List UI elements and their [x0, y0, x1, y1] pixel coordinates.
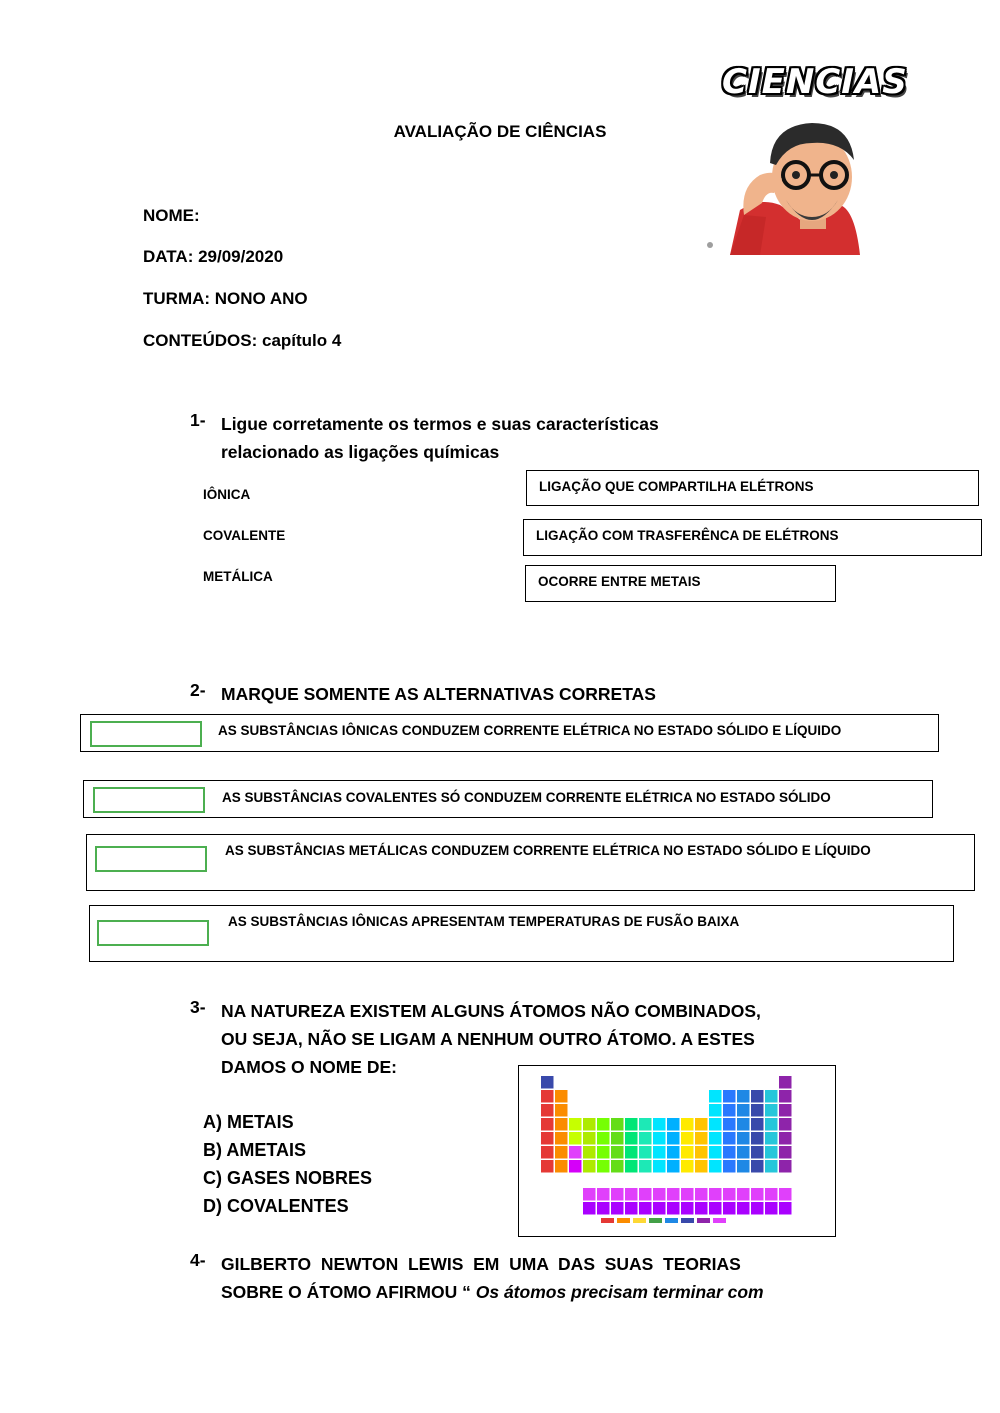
element-cell — [709, 1132, 722, 1145]
element-cell — [541, 1160, 554, 1173]
element-cell — [611, 1132, 624, 1145]
legend-swatch — [617, 1218, 630, 1223]
element-cell — [765, 1118, 778, 1131]
page-title: AVALIAÇÃO DE CIÊNCIAS — [393, 122, 607, 141]
definition-text: OCORRE ENTRE METAIS — [538, 574, 701, 589]
element-cell — [723, 1118, 736, 1131]
element-cell — [695, 1160, 708, 1173]
definition-box-2[interactable] — [523, 519, 982, 556]
element-cell — [779, 1132, 792, 1145]
question-3-line2: OU SEJA, NÃO SE LIGAM A NENHUM OUTRO ÁTOMO. A ESTES — [221, 1029, 755, 1049]
element-cell — [541, 1132, 554, 1145]
element-cell — [765, 1160, 778, 1173]
element-cell — [681, 1160, 694, 1173]
element-cell — [737, 1090, 750, 1103]
element-cell — [639, 1132, 652, 1145]
element-cell — [709, 1090, 722, 1103]
element-cell — [723, 1202, 736, 1215]
element-cell — [709, 1188, 722, 1201]
element-cell — [583, 1160, 596, 1173]
element-cell — [639, 1160, 652, 1173]
element-cell — [555, 1132, 568, 1145]
element-cell — [653, 1202, 666, 1215]
element-cell — [625, 1160, 638, 1173]
class-label: TURMA: NONO ANO — [143, 289, 308, 308]
option-b[interactable]: B) AMETAIS — [203, 1140, 306, 1160]
legend-swatch — [633, 1218, 646, 1223]
element-cell — [569, 1118, 582, 1131]
element-cell — [611, 1188, 624, 1201]
element-cell — [667, 1188, 680, 1201]
element-cell — [681, 1132, 694, 1145]
element-cell — [555, 1160, 568, 1173]
element-cell — [737, 1132, 750, 1145]
date-label: DATA: 29/09/2020 — [143, 247, 284, 266]
element-cell — [751, 1104, 764, 1117]
legend-swatch — [665, 1218, 678, 1223]
element-cell — [737, 1160, 750, 1173]
question-4-line2 — [221, 1278, 764, 1306]
element-cell — [639, 1118, 652, 1131]
element-cell — [751, 1188, 764, 1201]
element-cell — [765, 1146, 778, 1159]
element-cell — [765, 1090, 778, 1103]
element-cell — [583, 1188, 596, 1201]
element-cell — [611, 1202, 624, 1215]
element-cell — [723, 1160, 736, 1173]
bullet-dot — [707, 242, 713, 248]
legend-swatch — [681, 1218, 694, 1223]
question-4-line1: GILBERTO NEWTON LEWIS EM UMA DAS SUAS TEORIAS — [221, 1254, 741, 1274]
element-cell — [737, 1188, 750, 1201]
element-cell — [681, 1188, 694, 1201]
element-cell — [653, 1132, 666, 1145]
element-cell — [597, 1132, 610, 1145]
element-cell — [653, 1188, 666, 1201]
eye-right — [830, 171, 838, 179]
element-cell — [695, 1146, 708, 1159]
ciencias-logo: CIENCIAS — [722, 62, 908, 102]
element-cell — [779, 1202, 792, 1215]
element-cell — [723, 1104, 736, 1117]
element-cell — [737, 1118, 750, 1131]
alternative-row — [80, 714, 939, 752]
element-cell — [723, 1188, 736, 1201]
option-d[interactable]: D) COVALENTES — [203, 1196, 349, 1216]
question-3-number: 3- — [190, 997, 206, 1017]
element-cell — [765, 1202, 778, 1215]
element-cell — [695, 1188, 708, 1201]
element-cell — [583, 1132, 596, 1145]
definition-box-1[interactable] — [526, 470, 979, 506]
element-cell — [555, 1146, 568, 1159]
element-cell — [569, 1160, 582, 1173]
element-cell — [667, 1132, 680, 1145]
element-cell — [779, 1188, 792, 1201]
element-cell — [541, 1118, 554, 1131]
element-cell — [737, 1104, 750, 1117]
element-cell — [779, 1160, 792, 1173]
element-cell — [653, 1160, 666, 1173]
legend-swatch — [713, 1218, 726, 1223]
element-cell — [667, 1146, 680, 1159]
question-1-line2: relacionado as ligações químicas — [221, 442, 500, 462]
element-cell — [737, 1202, 750, 1215]
definition-text: LIGAÇÃO QUE COMPARTILHA ELÉTRONS — [539, 479, 814, 494]
definition-box-3[interactable] — [525, 565, 836, 602]
element-cell — [779, 1076, 792, 1089]
question-4-line2-plain: SOBRE O ÁTOMO AFIRMOU “ — [221, 1282, 476, 1302]
element-cell — [681, 1146, 694, 1159]
element-cell — [639, 1202, 652, 1215]
element-cell — [709, 1118, 722, 1131]
element-cell — [597, 1118, 610, 1131]
element-cell — [667, 1118, 680, 1131]
periodic-table-image — [518, 1065, 836, 1237]
element-cell — [709, 1202, 722, 1215]
question-4-quote: Os átomos precisam terminar com — [475, 1282, 764, 1302]
element-cell — [667, 1160, 680, 1173]
alternative-text: AS SUBSTÂNCIAS COVALENTES SÓ CONDUZEM CORRENTE ELÉTRICA NO ESTADO SÓLIDO — [222, 790, 831, 805]
name-label: NOME: — [143, 206, 200, 225]
option-a[interactable]: A) METAIS — [203, 1112, 294, 1132]
answer-checkbox[interactable] — [93, 787, 205, 813]
legend-swatch — [601, 1218, 614, 1223]
question-2-number: 2- — [190, 680, 206, 700]
element-cell — [723, 1146, 736, 1159]
element-cell — [723, 1132, 736, 1145]
element-cell — [569, 1146, 582, 1159]
answer-checkbox[interactable] — [90, 721, 202, 747]
term-metalica[interactable]: METÁLICA — [203, 569, 273, 584]
element-cell — [583, 1146, 596, 1159]
element-cell — [541, 1090, 554, 1103]
element-cell — [597, 1146, 610, 1159]
element-cell — [541, 1104, 554, 1117]
element-cell — [751, 1160, 764, 1173]
alternative-text: AS SUBSTÂNCIAS IÔNICAS CONDUZEM CORRENTE ELÉTRICA NO ESTADO SÓLIDO E LÍQUIDO — [218, 723, 842, 738]
element-cell — [765, 1104, 778, 1117]
element-cell — [779, 1146, 792, 1159]
question-2-title: MARQUE SOMENTE AS ALTERNATIVAS CORRETAS — [221, 684, 656, 704]
alternative-row — [86, 834, 975, 891]
content-label: CONTEÚDOS: capítulo 4 — [143, 331, 342, 350]
element-cell — [779, 1090, 792, 1103]
element-cell — [751, 1090, 764, 1103]
element-cell — [751, 1146, 764, 1159]
element-cell — [625, 1188, 638, 1201]
alternative-row — [83, 780, 933, 818]
element-cell — [597, 1188, 610, 1201]
eye-left — [792, 171, 800, 179]
element-cell — [541, 1146, 554, 1159]
element-cell — [765, 1132, 778, 1145]
element-cell — [625, 1202, 638, 1215]
element-cell — [611, 1160, 624, 1173]
element-cell — [625, 1146, 638, 1159]
element-cell — [653, 1118, 666, 1131]
question-3-line1: NA NATUREZA EXISTEM ALGUNS ÁTOMOS NÃO COMBINADOS, — [221, 1001, 761, 1021]
element-cell — [667, 1202, 680, 1215]
legend-swatch — [697, 1218, 710, 1223]
term-covalente[interactable]: COVALENTE — [203, 528, 286, 543]
periodic-table-graphic — [519, 1066, 835, 1236]
alternative-text: AS SUBSTÂNCIAS IÔNICAS APRESENTAM TEMPERATURAS DE FUSÃO BAIXA — [228, 914, 740, 929]
element-cell — [583, 1118, 596, 1131]
element-cell — [639, 1188, 652, 1201]
question-1-line1: Ligue corretamente os termos e suas características — [221, 414, 659, 434]
element-cell — [681, 1118, 694, 1131]
element-cell — [555, 1118, 568, 1131]
element-cell — [555, 1104, 568, 1117]
element-cell — [779, 1104, 792, 1117]
element-cell — [751, 1132, 764, 1145]
element-cell — [695, 1132, 708, 1145]
element-cell — [625, 1132, 638, 1145]
element-cell — [569, 1132, 582, 1145]
element-cell — [709, 1160, 722, 1173]
element-cell — [611, 1118, 624, 1131]
definition-text: LIGAÇÃO COM TRASFERÊNCA DE ELÉTRONS — [536, 528, 839, 543]
element-cell — [625, 1118, 638, 1131]
element-cell — [541, 1076, 554, 1089]
answer-checkbox[interactable] — [97, 920, 209, 946]
legend-swatch — [649, 1218, 662, 1223]
element-cell — [597, 1202, 610, 1215]
question-3-line3: DAMOS O NOME DE: — [221, 1057, 397, 1077]
element-cell — [751, 1202, 764, 1215]
answer-checkbox[interactable] — [95, 846, 207, 872]
element-cell — [681, 1202, 694, 1215]
alternative-text: AS SUBSTÂNCIAS METÁLICAS CONDUZEM CORRENTE ELÉTRICA NO ESTADO SÓLIDO E LÍQUIDO — [225, 843, 871, 858]
element-cell — [709, 1104, 722, 1117]
element-cell — [723, 1090, 736, 1103]
element-cell — [779, 1118, 792, 1131]
question-1-number: 1- — [190, 410, 206, 430]
element-cell — [695, 1118, 708, 1131]
term-ionica[interactable]: IÔNICA — [203, 487, 251, 502]
element-cell — [751, 1118, 764, 1131]
question-4-number: 4- — [190, 1250, 206, 1270]
element-cell — [597, 1160, 610, 1173]
element-cell — [695, 1202, 708, 1215]
element-cell — [555, 1090, 568, 1103]
element-cell — [709, 1146, 722, 1159]
alternative-row — [89, 905, 954, 962]
element-cell — [737, 1146, 750, 1159]
element-cell — [611, 1146, 624, 1159]
element-cell — [639, 1146, 652, 1159]
element-cell — [653, 1146, 666, 1159]
element-cell — [583, 1202, 596, 1215]
option-c[interactable]: C) GASES NOBRES — [203, 1168, 373, 1188]
element-cell — [765, 1188, 778, 1201]
